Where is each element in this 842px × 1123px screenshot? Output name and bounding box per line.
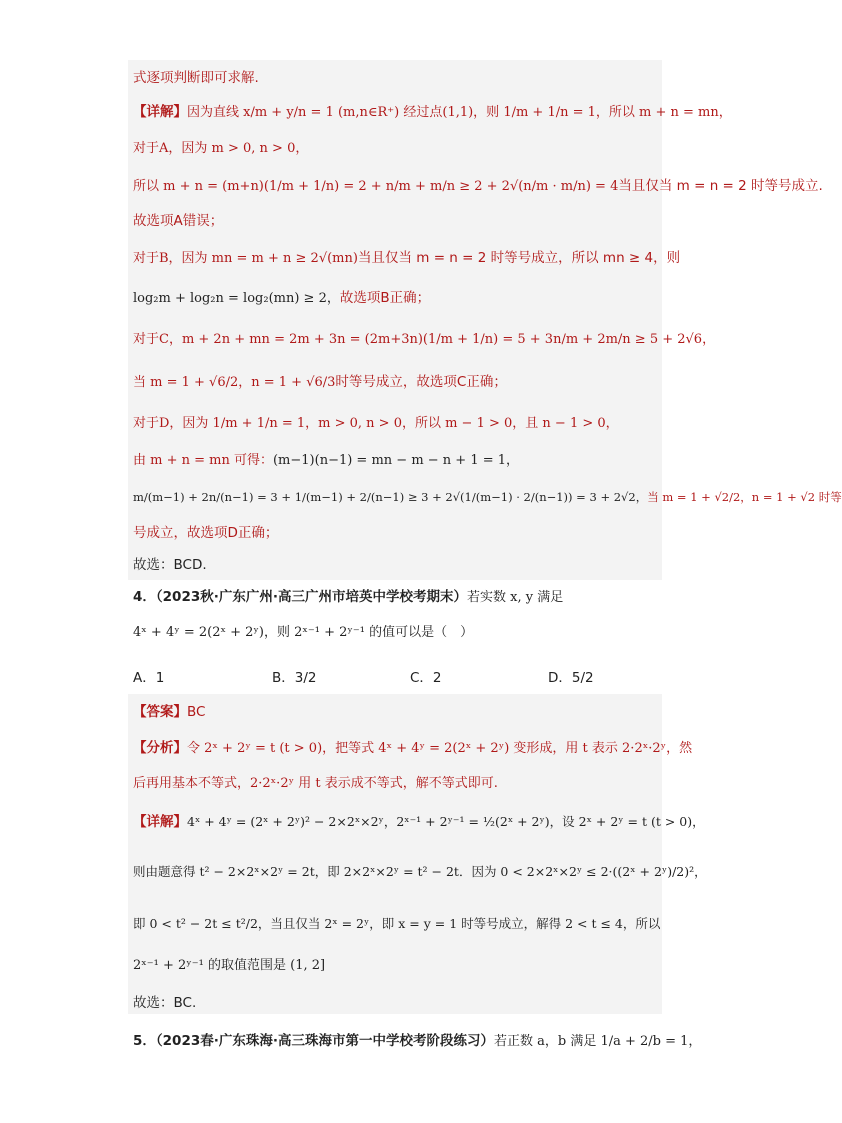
answer-value: BC [187,704,206,720]
q3-line-6b: 当且仅当 m = n = 2 时等号成立，所以 mn ≥ 4，则 [357,250,681,266]
q5-header [133,1031,701,1052]
q3-line-1: 式逐项判断即可求解. [133,70,259,86]
q3-line-12b: 当 m = 1 + √2/2，n = 1 + √2 时等 [647,490,842,504]
q3-line-11b: (m−1)(n−1) = mn − m − n + 1 = 1， [272,453,520,468]
q3-line-7b: 故选项B正确； [339,290,431,306]
q4-detail-1 [133,812,705,832]
q3-line-11 [133,450,519,471]
q3-line-4-red: 当且仅当 m = n = 2 时等号成立. [618,178,823,194]
analysis-tag: 【分析】 [133,740,187,756]
q4-number: 4． [133,589,156,605]
q4-analysis-1-text: 令 2ˣ + 2ʸ = t (t > 0)，把等式 4ˣ + 4ʸ = 2(2ˣ + 2ʸ) 变形成，用 t 表示 2·2ˣ·2ʸ，然 [187,741,693,756]
answer-tag: 【答案】 [133,704,187,720]
q3-line-9a: 当 m = 1 + √6/2，n = 1 + √6/3 [133,375,336,390]
q4-detail-4: 2ˣ⁻¹ + 2ʸ⁻¹ 的取值范围是 (1, 2] [133,958,326,973]
q3-line-7a: log₂m + log₂n = log₂(mn) ≥ 2， [133,291,340,306]
q3-line-13: 号成立，故选项D正确； [133,525,279,541]
q4-analysis-2: 后再用基本不等式，2·2ˣ·2ʸ 用 t 表示成不等式，解不等式即可. [133,776,498,791]
q4-stem-2: 4ˣ + 4ʸ = 2(2ˣ + 2ʸ)，则 2ˣ⁻¹ + 2ʸ⁻¹ 的值可以是（ ） [133,625,474,640]
q3-line-14: 故选：BCD. [133,557,207,573]
q3-line-2-text: 因为直线 x/m + y/n = 1 (m,n∈R⁺) 经过点(1,1)，则 1/m + 1/n = 1，所以 m + n = mn， [187,105,732,120]
q3-line-10 [133,413,619,434]
q4-detail-1-text: 4ˣ + 4ʸ = (2ˣ + 2ʸ)² − 2×2ˣ×2ʸ，2ˣ⁻¹ + 2ʸ⁻¹ = ½(2ˣ + 2ʸ)，设 2ˣ + 2ʸ = t (t > 0)， [187,814,705,829]
q3-line-4 [133,176,823,197]
q4-detail-2: 则由题意得 t² − 2×2ˣ×2ʸ = 2t，即 2×2ˣ×2ʸ = t² − 2t．因为 0 < 2×2ˣ×2ʸ ≤ 2·((2ˣ + 2ʸ)/2)²， [133,864,707,879]
q4-final: 故选：BC. [133,995,197,1011]
q5-source: （2023春·广东珠海·高三珠海市第一中学校考阶段练习） [155,1033,494,1049]
q3-line-12a: m/(m−1) + 2n/(n−1) = 3 + 1/(m−1) + 2/(n−1) ≥ 3 + 2√(1/(m−1) · 2/(n−1)) = 3 + 2√2， [133,490,648,504]
q4-stem-1: 若实数 x, y 满足 [467,590,564,605]
option-a: A．1 [133,670,165,686]
q4-analysis-1 [133,738,692,759]
q4-source: （2023秋·广东广州·高三广州市培英中学校考期末） [155,589,467,605]
q3-line-8: 对于C，m + 2n + mn = 2m + 3n = (2m+3n)(1/m + 1/n) = 5 + 3n/m + 2m/n ≥ 5 + 2√6， [133,332,716,347]
q3-line-3: 对于A，因为 m > 0, n > 0， [133,141,309,156]
q3-line-2 [133,102,732,123]
option-d: D．5/2 [548,670,594,686]
q3-line-10b: 所以 m − 1 > 0，且 n − 1 > 0， [414,416,619,431]
option-b: B．3/2 [272,670,317,686]
q3-line-6a: 对于B，因为 mn = m + n ≥ 2√(mn) [133,251,358,266]
q4-header [133,587,563,608]
q3-line-11a: 由 m + n = mn 可得： [133,453,273,468]
detail-tag-2: 【详解】 [133,814,187,830]
q3-line-12 [133,487,842,507]
q3-line-9b: 时等号成立，故选项C正确； [335,374,507,390]
q3-line-6 [133,248,680,269]
q3-line-4-math: 所以 m + n = (m+n)(1/m + 1/n) = 2 + n/m + m/n ≥ 2 + 2√(n/m · m/n) = 4 [133,179,619,194]
option-c: C．2 [410,670,442,686]
q5-number: 5． [133,1033,156,1049]
detail-tag: 【详解】 [133,104,187,120]
q3-line-5: 故选项A错误； [133,213,224,229]
q4-detail-3: 即 0 < t² − 2t ≤ t²/2，当且仅当 2ˣ = 2ʸ，即 x = y = 1 时等号成立，解得 2 < t ≤ 4，所以 [133,916,661,931]
q3-line-7 [133,288,430,309]
q4-answer [133,702,205,722]
q3-line-9 [133,372,507,393]
q3-line-10a: 对于D，因为 1/m + 1/n = 1，m > 0, n > 0， [133,416,415,431]
q5-stem: 若正数 a，b 满足 1/a + 2/b = 1， [494,1034,702,1049]
